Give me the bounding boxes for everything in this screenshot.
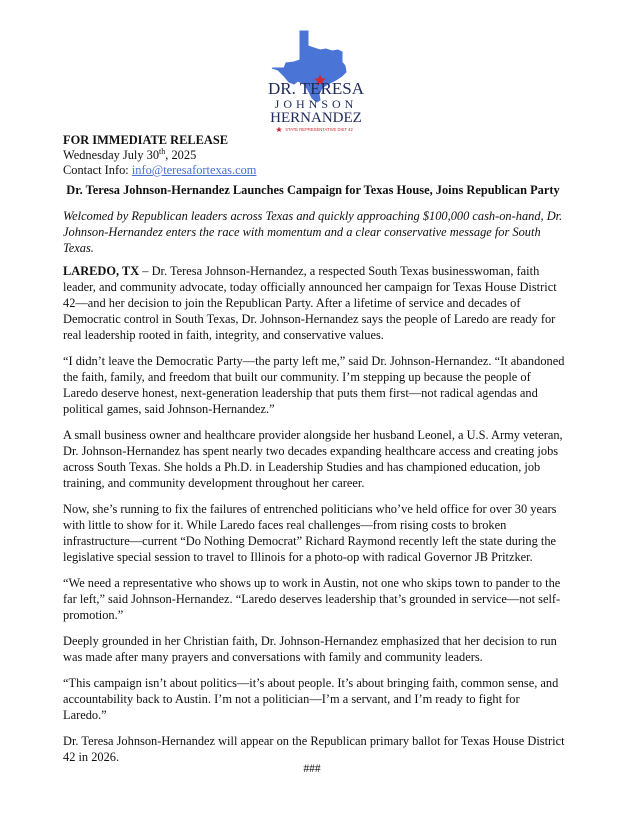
press-headline: Dr. Teresa Johnson-Hernandez Launches Campaign for Texas House, Joins Republican Party <box>66 183 560 197</box>
body-paragraph-7: “This campaign isn’t about politics—it’s about people. It’s about bringing faith, common sense, and accountability back to Austin. I’m not a politician—I’m a servant, and I’m ready to fight for Laredo.” <box>63 676 559 722</box>
immediate-release-label: FOR IMMEDIATE RELEASE <box>63 133 228 147</box>
release-date-year: , 2025 <box>165 148 197 162</box>
dateline: LAREDO, TX <box>63 264 140 278</box>
body-paragraph-1 <box>63 263 566 343</box>
release-date-suffix: th <box>159 146 166 156</box>
logo-tagline: STATE REPRESENTATIVE DIST 42 <box>285 127 353 132</box>
release-date-prefix: Wednesday July 30 <box>63 148 160 162</box>
logo-line-2: JOHNSON <box>274 97 358 111</box>
logo-line-3: HERNANDEZ <box>270 110 362 126</box>
contact-label: Contact Info: <box>63 163 132 177</box>
body-paragraph-8: Dr. Teresa Johnson-Hernandez will appear on the Republican primary ballot for Texas House District 42 in 2026. <box>63 734 565 764</box>
campaign-logo <box>262 28 370 136</box>
small-star-icon <box>276 127 282 133</box>
texas-state-logo-icon <box>262 28 370 136</box>
contact-email-link[interactable]: info@teresafortexas.com <box>131 163 257 177</box>
contact-info <box>63 163 563 178</box>
body-paragraph-3: A small business owner and healthcare provider alongside her husband Leonel, a U.S. Army veteran, Dr. Johnson-Hernandez has spent nearly two decades expanding healthcare access and creating jobs across South Texas. She holds a Ph.D. in Leadership Studies and has championed education, job training, and community development throughout her career. <box>63 428 563 490</box>
release-header <box>63 133 563 178</box>
logo-line-1: DR. TERESA <box>267 79 365 98</box>
body-paragraph-1-text: – Dr. Teresa Johnson-Hernandez, a respected South Texas businesswoman, faith leader, and community advocate, today officially announced her campaign for Texas House District 42—and her decision to join the Republican Party. After a lifetime of service and decades of Democratic control in South Texas, Dr. Johnson-Hernandez says the people of Laredo are ready for real leadership rooted in faith, integrity, and conservative values. <box>63 264 557 342</box>
press-body <box>63 263 566 775</box>
body-paragraph-4: Now, she’s running to fix the failures of entrenched politicians who’ve held office for over 30 years with little to show for it. While Laredo faces real challenges—from rising costs to broken infrastructure—current “Do Nothing Democrat” Richard Raymond recently left the state during the legislative special session to travel to Illinois for a photo-op with radical Governor JB Pritzker. <box>63 502 557 564</box>
press-lede: Welcomed by Republican leaders across Texas and quickly approaching $100,000 cash-on-hand, Dr. Johnson-Hernandez enters the race with momentum and a clear conservative message for South Texas. <box>63 209 563 255</box>
body-paragraph-5: “We need a representative who shows up to work in Austin, not one who skips town to pander to the far left,” said Johnson-Hernandez. “Laredo deserves leadership that’s grounded in service—not self-promotion.” <box>63 576 561 622</box>
release-date <box>63 148 563 163</box>
end-mark: ### <box>303 763 321 775</box>
body-paragraph-2: “I didn’t leave the Democratic Party—the party left me,” said Dr. Johnson-Hernandez. “It abandoned the faith, family, and freedom that built our community. I’m stepping up because the people of Laredo deserve honest, next-generation leadership that puts them first—not radical agendas and political games, said Johnson-Hernandez.” <box>63 354 565 416</box>
body-paragraph-6: Deeply grounded in her Christian faith, Dr. Johnson-Hernandez emphasized that her decision to run was made after many prayers and conversations with family and community leaders. <box>63 634 557 664</box>
